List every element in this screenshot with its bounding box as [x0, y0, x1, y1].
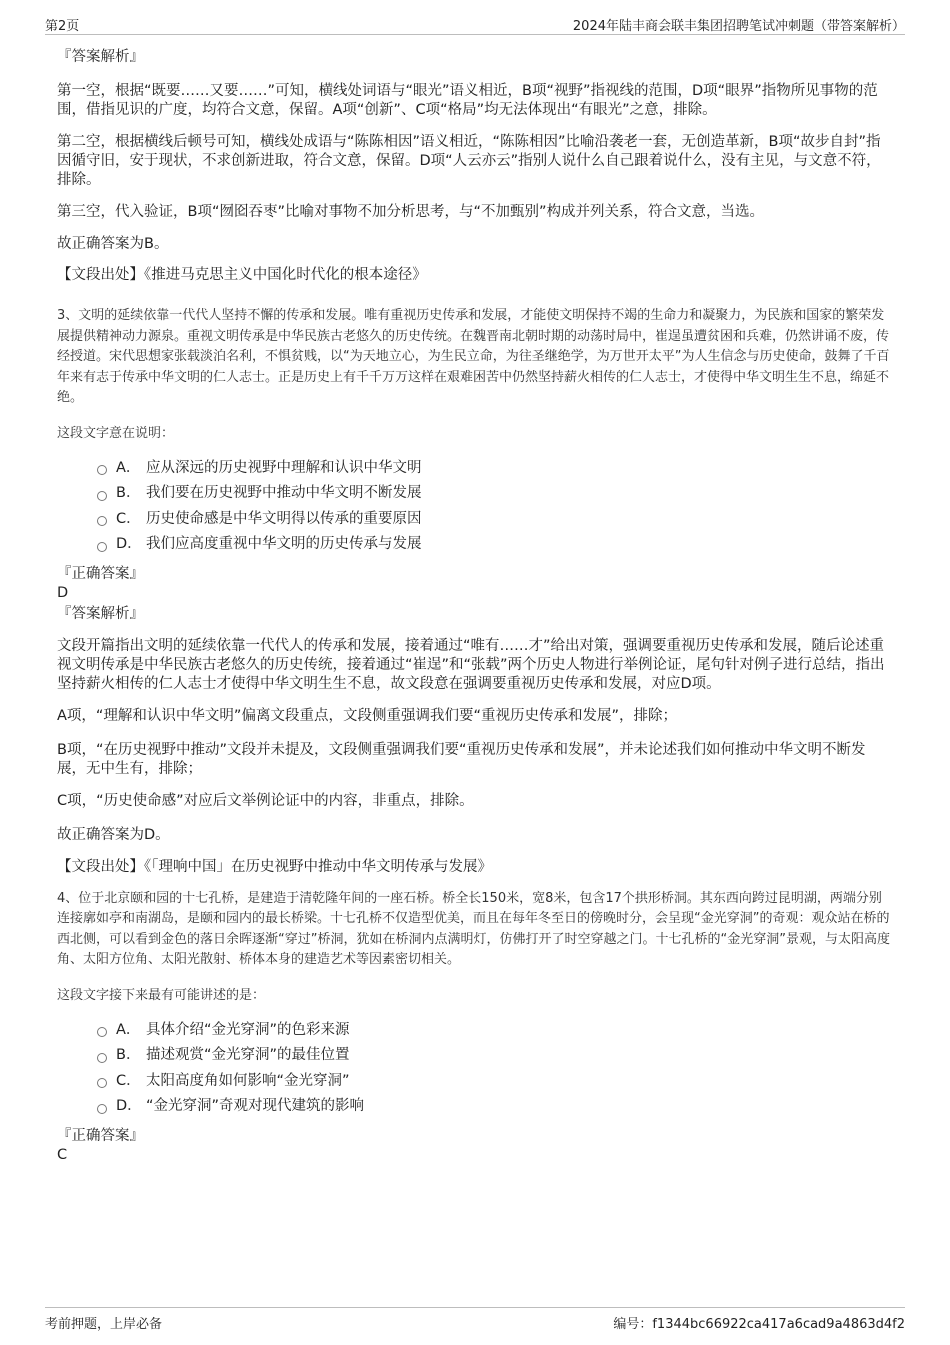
q2-source: 【文段出处】《推进马克思主义中国化时代化的根本途径》 [57, 267, 427, 283]
page-footer [45, 1307, 905, 1330]
radio-icon[interactable] [97, 1053, 107, 1063]
q2-analysis-label: 『答案解析』 [57, 49, 144, 65]
q3-analysis-p2: A项，“理解和认识中华文明”偏离文段重点，文段侧重强调我们要“重视历史传承和发展”，排除； [57, 707, 677, 724]
q3-options [57, 456, 893, 558]
q3-analysis-p3: B项，“在历史视野中推动”文段并未提及，文段侧重强调我们要“重视历史传承和发展”，并未论述我们如何推动中华文明不断发展，无中生有，排除； [57, 741, 866, 777]
page-header [45, 12, 905, 35]
page-number: 第2页 [45, 19, 80, 34]
q3-option-d[interactable]: D． 我们应高度重视中华文明的历史传承与发展 [97, 532, 893, 558]
q3-analysis-label: 『答案解析』 [57, 605, 144, 622]
document-title: 2024年陆丰商会联丰集团招聘笔试冲刺题（带答案解析） [572, 19, 905, 34]
q4-options [57, 1018, 893, 1120]
q4-answer-label: 『正确答案』 [57, 1127, 144, 1144]
q3-analysis-p1: 文段开篇指出文明的延续依靠一代代人的传承和发展，接着通过“唯有……才”给出对策，强调要重视历史传承和发展，随后论述重视文明传承是中华民族古老悠久的历史传统，接着通过“崔逞”和“张载”两个历史人物进行举例论证，尾句针对例子进行总结，指出坚持薪火相传的仁人志士才使得中华文明生生不息，故文段意在强调要重视历史传承和发展，对应D项。 [57, 637, 885, 692]
radio-icon[interactable] [97, 465, 107, 475]
q4-option-c[interactable]: C． 太阳高度角如何影响“金光穿洞” [97, 1069, 893, 1095]
radio-icon[interactable] [97, 491, 107, 501]
q4-passage: 4、位于北京颐和园的十七孔桥，是建造于清乾隆年间的一座石桥。桥全长150米，宽8米，包含17个拱形桥洞。其东西向跨过昆明湖，两端分别连接廓如亭和南湖岛，是颐和园内的最长桥梁。十七孔桥不仅造型优美，而且在每年冬至日的傍晚时分，会呈现“金光穿洞”的奇观：观众站在桥的西北侧，可以看到金色的落日余晖逐渐“穿过”桥洞，犹如在桥洞内点满明灯，仿佛打开了时空穿越之门。十七孔桥的“金光穿洞”景观，与太阳高度角、太阳方位角、太阳光散射、桥体本身的建造艺术等因素密切相关。 [57, 890, 890, 967]
q3-answer: D [57, 584, 69, 601]
q3-option-c[interactable]: C． 历史使命感是中华文明得以传承的重要原因 [97, 507, 893, 533]
radio-icon[interactable] [97, 542, 107, 552]
document-id: 编号：f1344bc66922ca417a6cad9a4863d4f2 [613, 1317, 905, 1332]
q2-analysis-p4: 故正确答案为B。 [57, 236, 169, 252]
q2-analysis-p1: 第一空，根据“既要……又要……”可知，横线处词语与“眼光”语义相近，B项“视野”指视线的范围，D项“眼界”指物所见事物的范围，借指见识的广度，均符合文意，保留。A项“创新”、C项“格局”均无法体现出“有眼光”之意，排除。 [57, 83, 878, 118]
footer-slogan: 考前押题，上岸必备 [45, 1317, 163, 1332]
radio-icon[interactable] [97, 1104, 107, 1114]
q3-option-b[interactable]: B． 我们要在历史视野中推动中华文明不断发展 [97, 481, 893, 507]
radio-icon[interactable] [97, 1027, 107, 1037]
q4-option-a[interactable]: A． 具体介绍“金光穿洞”的色彩来源 [97, 1018, 893, 1044]
q3-analysis-p5: 故正确答案为D。 [57, 826, 170, 843]
q4-option-d[interactable]: D． “金光穿洞”奇观对现代建筑的影响 [97, 1094, 893, 1120]
radio-icon[interactable] [97, 1078, 107, 1088]
page-content [57, 44, 893, 1164]
radio-icon[interactable] [97, 516, 107, 526]
q3-passage: 3、文明的延续依靠一代代人坚持不懈的传承和发展。唯有重视历史传承和发展，才能使文明保持不竭的生命力和凝聚力，为民族和国家的繁荣发展提供精神动力源泉。重视文明传承是中华民族古老悠久的历史传统。在魏晋南北朝时期的动荡时局中，崔逞虽遭贫困和兵难，仍然讲诵不废，传经授道。宋代思想家张载淡泊名利，不惧贫贱，以“为天地立心，为生民立命，为往圣继绝学，为万世开太平”为人生信念与历史使命，鼓舞了千百年来有志于传承中华文明的仁人志士。正是历史上有千千万万这样在艰难困苦中仍然坚持薪火相传的仁人志士，才使得中华文明生生不息，绵延不绝。 [57, 308, 890, 405]
q3-answer-label: 『正确答案』 [57, 565, 144, 582]
q3-source: 【文段出处】《「理响中国」在历史视野中推动中华文明传承与发展》 [57, 858, 492, 875]
q4-prompt: 这段文字接下来最有可能讲述的是： [57, 987, 266, 1003]
q4-option-b[interactable]: B． 描述观赏“金光穿洞”的最佳位置 [97, 1043, 893, 1069]
q3-prompt: 这段文字意在说明： [57, 425, 175, 441]
q2-analysis-p3: 第三空，代入验证，B项“囫囵吞枣”比喻对事物不加分析思考，与“不加甄别”构成并列关系，符合文意，当选。 [57, 204, 764, 220]
q4-answer: C [57, 1146, 68, 1163]
q3-analysis-p4: C项，“历史使命感”对应后文举例论证中的内容，非重点，排除。 [57, 792, 474, 809]
q3-option-a[interactable]: A． 应从深远的历史视野中理解和认识中华文明 [97, 456, 893, 482]
q2-analysis-p2: 第二空，根据横线后顿号可知，横线处成语与“陈陈相因”语义相近，“陈陈相因”比喻沿袭老一套，无创造革新，B项“故步自封”指因循守旧，安于现状，不求创新进取，符合文意，保留。D项“人云亦云”指别人说什么自己跟着说什么，没有主见，与文意不符，排除。 [57, 134, 881, 188]
